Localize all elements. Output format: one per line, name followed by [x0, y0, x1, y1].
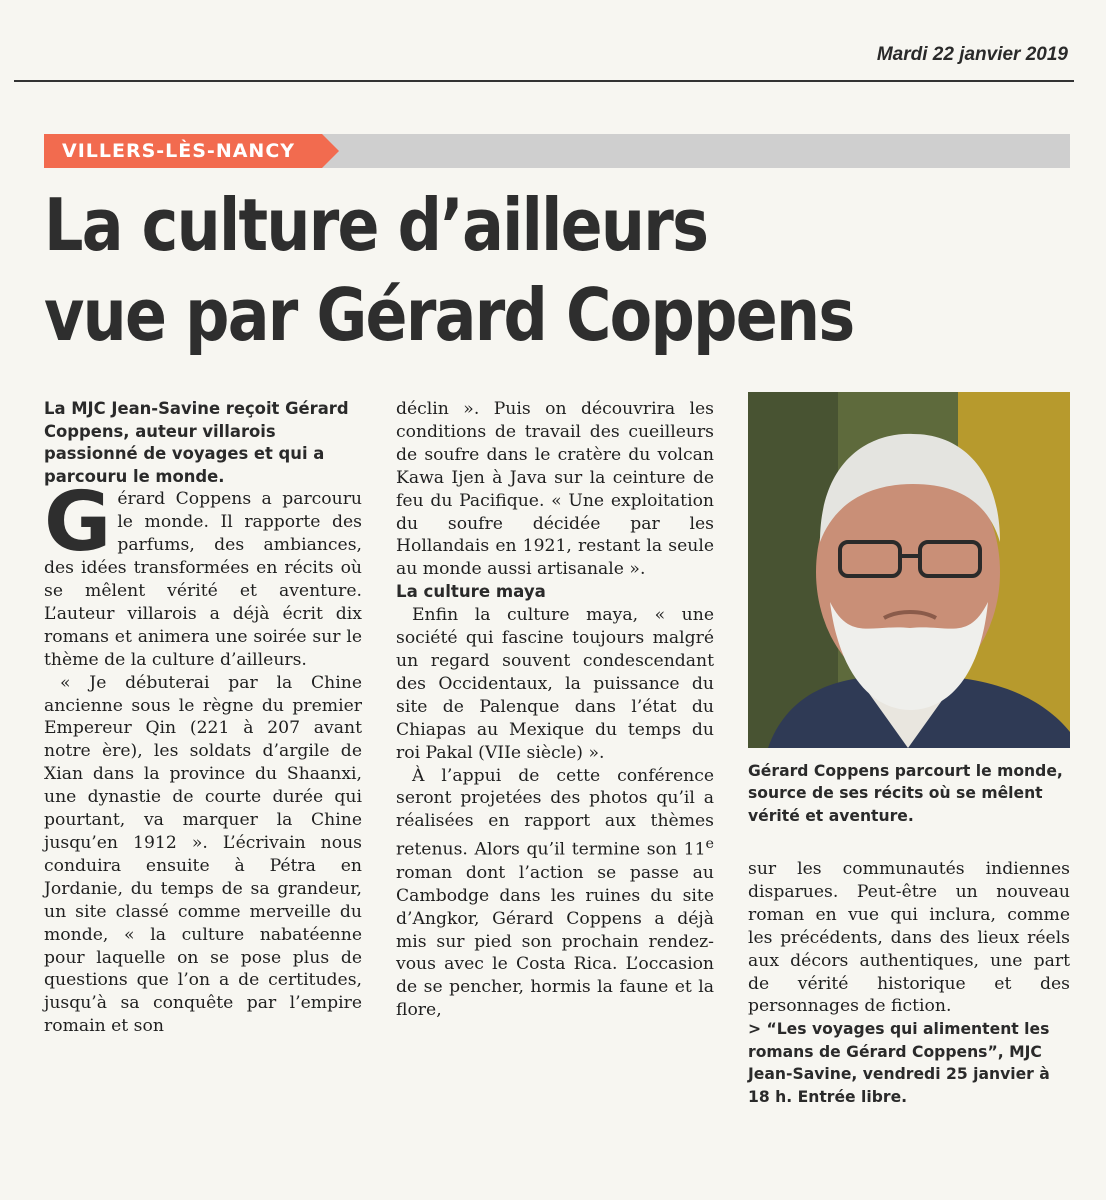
paragraph-6: sur les communautés indiennes disparues. Peut-être un nouveau roman en vue qui inclura, comme les précédents, dans des lieux réels aux décors authentiques, une part de vérité historique et des personnages de fiction. — [748, 859, 1070, 1017]
paragraph-2: « Je débuterai par la Chine ancienne sous le règne du premier Empereur Qin (221 à 207 avant notre ère), les soldats d’argile de Xian dans la province du Shaanxi, une dynastie de courte durée qui pourtant, va marquer la Chine jusqu’en 1912 ». L’écrivain nous conduira ensuite à Pétra en Jordanie, du temps de sa grandeur, un site classé comme merveille du monde, « la culture nabatéenne pour laquelle on se pose plus de questions que l’on a de certitudes, jusqu’à sa conquête par l’empire romain et son — [44, 672, 362, 1037]
subheading: La culture maya — [396, 582, 546, 602]
photo-caption: Gérard Coppens parcourt le monde, source de ses récits où se mêlent vérité et aventure. — [748, 762, 1063, 825]
drop-cap: G — [44, 475, 112, 571]
paragraph-5-end: roman dont l’action se passe au Cambodge dans les ruines du site d’Angkor, Gérard Coppens a déjà mis sur pied son prochain rendez-vous avec le Costa Rica. L’occasion de se pencher, hormis la faune et la flore, — [396, 862, 714, 1021]
paragraph-3: déclin ». Puis on découvrira les conditions de travail des cueilleurs de soufre dans le cratère du volcan Kawa Ijen à Java sur la ceinture de feu du Pacifique. « Une exploitation du soufre décidée par les Hollandais en 1921, restant la seule au monde aussi artisanale ». — [396, 399, 714, 580]
paragraph-1-text: érard Coppens a parcouru le monde. Il rapporte des parfums, des ambiances, des idées transformées en récits où se mêlent vérité et aventure. L’auteur villarois a déjà écrit dix romans et animera une soirée sur le thème de la culture d’ailleurs. — [44, 489, 362, 670]
issue-date: Mardi 22 janvier 2019 — [876, 44, 1068, 65]
column-3 — [748, 858, 1070, 1108]
chapeau: La MJC Jean-Savine reçoit Gérard Coppens, auteur villarois passionné de voyages et qui a parcouru le monde. — [44, 399, 349, 486]
column-2 — [396, 398, 714, 1022]
header-rule — [14, 80, 1074, 82]
column-1 — [44, 398, 362, 1038]
first-paragraph — [44, 475, 362, 671]
location-kicker: VILLERS-LÈS-NANCY — [44, 134, 322, 168]
paragraph-5-start: À l’appui de cette conférence seront projetées des photos qu’il a réalisées en rapport aux thèmes retenus. Alors qu’il termine son 11 — [396, 765, 714, 860]
kicker-bar — [44, 134, 1070, 168]
author-photo — [748, 392, 1070, 748]
paragraph-4: Enfin la culture maya, « une société qui fascine toujours malgré un regard souvent condescendant des Occidentaux, la puissance du site de Palenque dans l’état du Chiapas au Mexique du temps du roi Pakal (VIIe siècle) ». — [396, 605, 714, 763]
event-info: > “Les voyages qui alimentent les romans de Gérard Coppens”, MJC Jean-Savine, vendredi 25 janvier à 18 h. Entrée libre. — [748, 1020, 1050, 1106]
ordinal-suffix: e — [705, 836, 714, 853]
headline-line-2: vue par Gérard Coppens — [44, 273, 854, 357]
paragraph-5 — [396, 765, 714, 1023]
headline — [44, 180, 938, 360]
headline-line-1: La culture d’ailleurs — [44, 183, 708, 267]
